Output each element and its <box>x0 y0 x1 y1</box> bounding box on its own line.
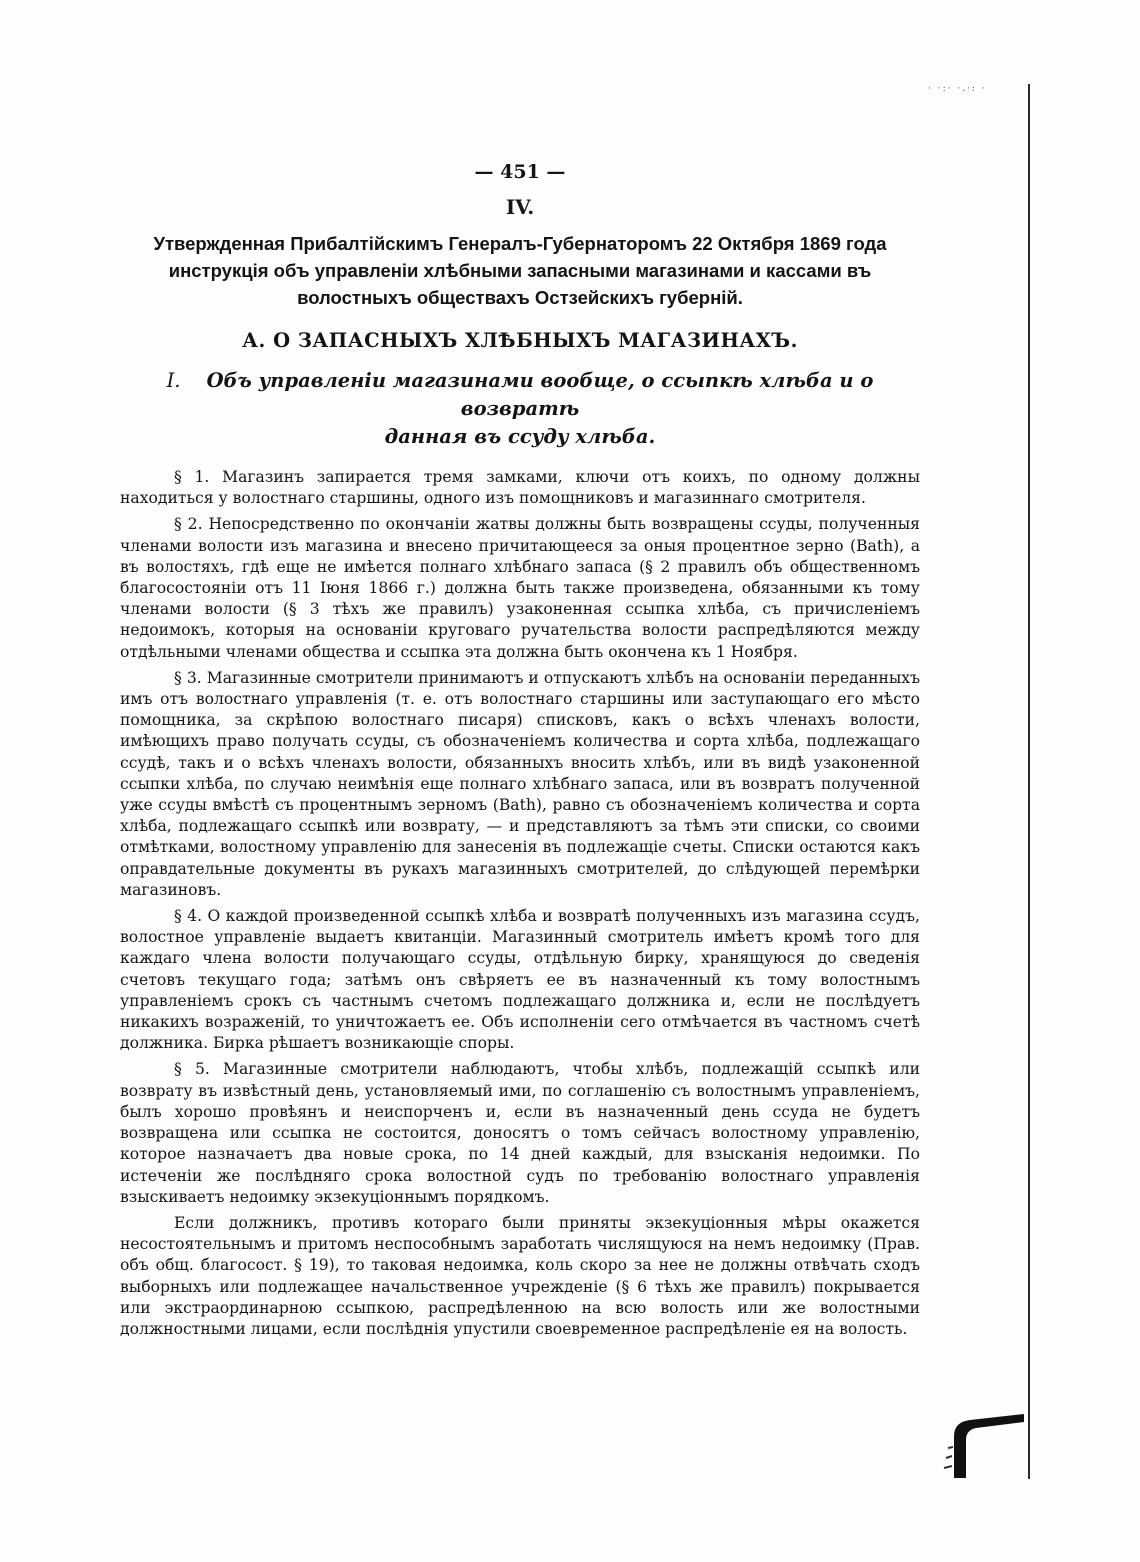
title-line-3: волостныхъ обществахъ Остзейскихъ губерній. <box>297 287 743 308</box>
subsection-title-2: данная въ ссуду хлѣба. <box>384 425 656 448</box>
subsection-line-1 <box>120 367 920 423</box>
paragraph-2: § 2. Непосредственно по окончаніи жатвы должны быть возвращены ссуды, полученныя членами волости изъ магазина и внесено причитающееся за оныя процентное зерно (Bath), а въ волостяхъ, гдѣ еще не имѣется полнаго хлѣбнаго запаса (§ 2 правилъ объ общественномъ благосостояніи отъ 11 Іюня 1866 г.) должна быть также произведена, обязанными къ тому членами волости (§ 3 тѣхъ же правилъ) узаконенная ссыпка хлѣба, съ причисленіемъ недоимокъ, которыя на основаніи круговаго ручательства волости распредѣляются между отдѣльными членами общества и ссыпка эта должна быть окончена къ 1 Ноября. <box>120 515 920 661</box>
section-heading: А. О ЗАПАСНЫХЪ ХЛѢБНЫХЪ МАГАЗИНАХЪ. <box>242 329 798 352</box>
corner-bracket-mark <box>940 1408 1030 1480</box>
paragraph-3: § 3. Магазинные смотрители принимаютъ и отпускаютъ хлѣбъ на основаніи переданныхъ имъ отъ волостнаго управленія (т. е. отъ волостнаго старшины или заступающаго его мѣсто помощника, за скрѣпою волостнаго писаря) списковъ, какъ о всѣхъ членахъ волости, имѣющихъ право получать ссуды, съ обозначеніемъ количества и сорта хлѣба, подлежащаго ссудѣ, такъ и о всѣхъ членахъ волости, обязанныхъ вносить хлѣбъ, или въ видѣ узаконенной ссыпки хлѣба, по случаю неимѣнія еще полнаго хлѣбнаго запаса, или въ возвратъ полученной уже ссуды вмѣстѣ съ процентнымъ зерномъ (Bath), равно съ обозначеніемъ количества и сорта хлѣба, подлежащаго ссыпкѣ или возврату, — и представляютъ за тѣмъ эти списки, со своими отмѣтками, волостному управленію для занесенія въ подлежащіе счеты. Списки остаются какъ оправдательные документы въ рукахъ магазинныхъ смотрителей, до слѣдующей перемѣрки магазиновъ. <box>120 668 920 899</box>
scan-speckle: · ·:· ·.·: · <box>928 84 987 94</box>
page-edge-line <box>1028 84 1030 1479</box>
document-number: IV. <box>505 195 535 219</box>
document-title <box>120 230 920 311</box>
subsection-heading <box>120 367 920 451</box>
page-number: — 451 — <box>474 161 566 183</box>
paragraph-5: § 5. Магазинные смотрители наблюдаютъ, чтобы хлѣбъ, подлежащій ссыпкѣ или возврату въ извѣстный день, установляемый ими, по соглашенію съ волостнымъ управленіемъ, былъ хорошо провѣянъ и неиспорченъ и, если въ назначенный день ссуда не будетъ возвращена или ссыпка не состоится, доносятъ о томъ сейчасъ волостному управленію, которое назначаетъ два новые срока, по 14 дней каждый, для взысканія недоимки. По истеченіи же послѣдняго срока волостной судъ по требованію волостнаго управленія взыскиваетъ недоимку экзекуціоннымъ порядкомъ. <box>120 1060 920 1206</box>
subsection-title-1: Объ управленіи магазинами вообще, о ссыпкѣ хлѣба и о возвратѣ <box>206 369 874 420</box>
document-body <box>120 156 920 1345</box>
title-line-1: Утвержденная Прибалтійскимъ Генералъ-Губернаторомъ 22 Октября 1869 года <box>153 233 887 254</box>
paragraph-6: Если должникъ, противъ котораго были приняты экзекуціонныя мѣры окажется несостоятельнымъ и притомъ неспособнымъ заработать числящуюся на немъ недоимку (Прав. объ общ. благосост. § 19), то таковая недоимка, коль скоро за нее не должны отвѣчать сходъ выборныхъ или подлежащее начальственное учрежденіе (§ 6 тѣхъ же правилъ) покрывается или экстраординарною ссыпкою, распредѣленною на всю волость или же волостными должностными лицами, если послѣднія упустили своевременное распредѣленіе ея на волость. <box>120 1213 920 1338</box>
paragraph-1: § 1. Магазинъ запирается тремя замками, ключи отъ коихъ, по одному должны находиться у волостнаго старшины, одного изъ помощниковъ и магазиннаго смотрителя. <box>120 468 920 508</box>
subsection-number: I. <box>166 369 181 392</box>
paragraph-4: § 4. О каждой произведенной ссыпкѣ хлѣба и возвратѣ полученныхъ изъ магазина ссудъ, волостное управленіе выдаетъ квитанціи. Магазинный смотритель имѣетъ кромѣ того для каждаго члена волости получающаго ссуды, отдѣльную бирку, хранящуюся до сведенія счетовъ текущаго года; затѣмъ онъ свѣряетъ ее въ назначенный къ тому волостнымъ управленіемъ срокъ съ частнымъ счетомъ подлежащаго должника и, если не послѣдуетъ никакихъ возраженій, то уничтожаетъ ее. Объ исполненіи сего отмѣчается въ частномъ счетѣ должника. Бирка рѣшаетъ возникающіе споры. <box>120 907 920 1053</box>
title-line-2: инструкція объ управленіи хлѣбными запасными магазинами и кассами въ <box>168 260 872 281</box>
